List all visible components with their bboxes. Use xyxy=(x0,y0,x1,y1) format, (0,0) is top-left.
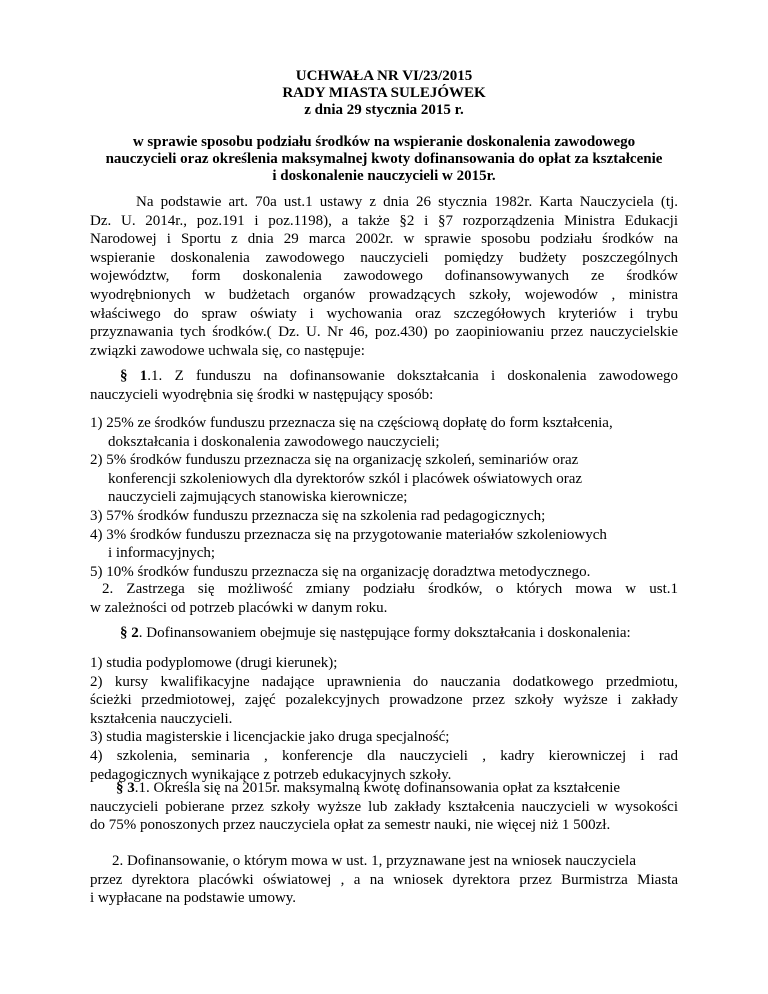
section-1-paragraph-2 xyxy=(90,580,678,617)
section-2-intro xyxy=(90,624,678,643)
list-item: 1) 25% ze środków funduszu przeznacza się na częściową dopłatę do form kształcenia, xyxy=(90,415,613,431)
section-2-line xyxy=(90,624,678,643)
document-subject xyxy=(0,134,768,185)
title-line-3: z dnia 29 stycznia 2015 r. xyxy=(304,102,464,118)
document-title xyxy=(0,68,768,119)
section-1-intro xyxy=(90,367,678,404)
section-2-list xyxy=(90,654,678,784)
list-item-cont: i informacyjnych; xyxy=(108,545,216,562)
list-item: 2) 5% środków funduszu przeznacza się na organizację szkoleń, seminariów oraz xyxy=(90,452,579,469)
list-item: 2) kursy kwalifikacyjne nadające uprawnienia do nauczania dodatkowego przedmiotu, xyxy=(90,673,678,690)
paragraph-line: 2. Zastrzega się możliwość zmiany podziału środków, o których mowa w ust.1 xyxy=(102,581,678,597)
paragraph-line: i wypłacane na podstawie umowy. xyxy=(90,890,297,907)
list-item-cont: dokształcania i doskonalenia zawodowego nauczycieli; xyxy=(108,433,440,450)
section-1-text: .1. Z funduszu na dofinansowanie dokształcania i doskonalenia zawodowego xyxy=(147,368,678,384)
section-3-paragraph-2 xyxy=(90,852,678,908)
preamble-line: właściwego do spraw oświaty i wychowania oraz szczegółowych kryteriów i trybu xyxy=(90,305,678,322)
preamble-line: Narodowej i Sportu z dnia 29 marca 2002r. w sprawie sposobu podziału środków na xyxy=(90,231,678,248)
preamble-line: województw, form doskonalenia zawodowego dofinansowywanych ze środków xyxy=(90,268,678,285)
section-3-line xyxy=(90,779,678,798)
section-1-line xyxy=(90,367,678,386)
preamble-line: wyodrębnionych w budżetach organów prowadzących szkoły, wojewodów , ministra xyxy=(90,286,678,303)
list-item: 5) 10% środków funduszu przeznacza się na organizację doradztwa metodycznego. xyxy=(90,563,591,580)
section-2-mark: § 2 xyxy=(120,625,139,641)
list-item-cont: konferencji szkoleniowych dla dyrektorów szkól i placówek oświatowych oraz xyxy=(108,470,583,487)
section-1-line: nauczycieli wyodrębnia się środki w następujący sposób: xyxy=(90,386,434,403)
paragraph-line: 2. Dofinansowanie, o którym mowa w ust. 1, przyznawane jest na wniosek nauczyciela xyxy=(112,853,637,869)
section-3-paragraph-1 xyxy=(90,779,678,835)
section-2-text: . Dofinansowaniem obejmuje się następujące formy dokształcania i doskonalenia: xyxy=(138,625,631,641)
paragraph-line: w zależności od potrzeb placówki w danym roku. xyxy=(90,599,388,616)
list-item: 4) 3% środków funduszu przeznacza się na przygotowanie materiałów szkoleniowych xyxy=(90,526,607,543)
preamble-line: związki zawodowe uchwala się, co następuje: xyxy=(90,342,365,359)
paragraph-line: nauczycieli pobierane przez szkoły wyższe lub zakłady kształcenia nauczycieli w wysokości xyxy=(90,798,678,815)
section-3-mark: § 3 xyxy=(116,780,135,796)
list-item-cont: pedagogicznych wynikające z potrzeb edukacyjnych szkoły. xyxy=(90,766,452,783)
paragraph-line: do 75% ponoszonych przez nauczyciela opłat za semestr nauki, nie więcej niż 1 500zł. xyxy=(90,817,611,834)
list-item-cont: nauczycieli zajmujących stanowiska kierownicze; xyxy=(108,489,408,506)
subject-line-2: nauczycieli oraz określenia maksymalnej kwoty dofinansowania do opłat za kształcenie xyxy=(105,151,663,167)
preamble xyxy=(90,193,678,360)
subject-line-3: i doskonalenie nauczycieli w 2015r. xyxy=(272,168,496,184)
list-item: 4) szkolenia, seminaria , konferencje dla nauczycieli , kadry kierowniczej i rad xyxy=(90,747,678,764)
list-item: 1) studia podyplomowe (drugi kierunek); xyxy=(90,655,338,671)
title-line-1: UCHWAŁA NR VI/23/2015 xyxy=(295,68,473,84)
preamble-line: Na podstawie art. 70a ust.1 ustawy z dnia 26 stycznia 1982r. Karta Nauczyciela (tj. xyxy=(136,194,678,210)
section-1-mark: § 1 xyxy=(120,368,148,384)
list-item-cont: kształcenia nauczycieli. xyxy=(90,710,233,727)
list-item-cont: ścieżki przedmiotowej, zajęć pozalekcyjnych prowadzone przez szkoły wyższe i zakłady xyxy=(90,692,678,709)
preamble-line: Dz. U. 2014r., poz.191 i poz.1198), a także §2 i §7 rozporządzenia Ministra Edukacji xyxy=(90,212,678,229)
preamble-line: przyznawania tych środków.( Dz. U. Nr 46, poz.430) po zaopiniowaniu przez nauczycielskie xyxy=(90,324,678,341)
section-3-text: .1. Określa się na 2015r. maksymalną kwotę dofinansowania opłat za kształcenie xyxy=(134,780,621,796)
section-1-list xyxy=(90,414,678,581)
list-item: 3) studia magisterskie i licencjackie jako druga specjalność; xyxy=(90,729,450,746)
list-item: 3) 57% środków funduszu przeznacza się na szkolenia rad pedagogicznych; xyxy=(90,507,546,524)
paragraph-line: przez dyrektora placówki oświatowej , a na wniosek dyrektora przez Burmistrza Miasta xyxy=(90,871,678,888)
title-line-2: RADY MIASTA SULEJÓWEK xyxy=(282,85,486,101)
preamble-line: wspieranie doskonalenia zawodowego nauczycieli pomiędzy budżety poszczególnych xyxy=(90,249,678,266)
subject-line-1: w sprawie sposobu podziału środków na wspieranie doskonalenia zawodowego xyxy=(132,134,636,150)
